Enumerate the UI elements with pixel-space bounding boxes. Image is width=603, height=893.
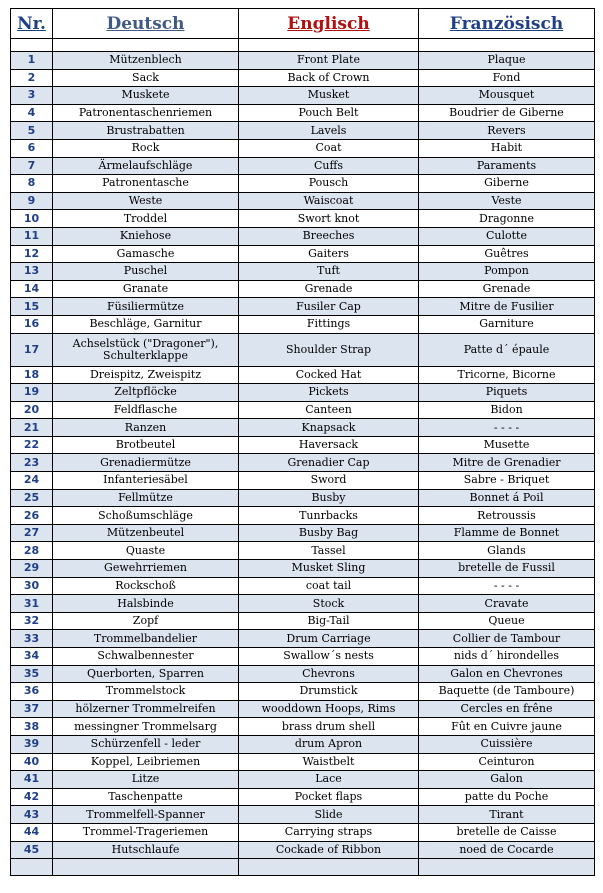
cell-nr: 21	[11, 419, 53, 437]
cell-nr: 24	[11, 472, 53, 490]
cell-deutsch: Brustrabatten	[53, 122, 239, 140]
cell-franzoesisch: Habit	[419, 139, 595, 157]
cell-franzoesisch: Galon en Chevrones	[419, 665, 595, 683]
cell-deutsch: Weste	[53, 192, 239, 210]
cell-deutsch: Rock	[53, 139, 239, 157]
table-row	[11, 87, 595, 105]
table-row	[11, 315, 595, 333]
table-row	[11, 419, 595, 437]
table-row	[11, 472, 595, 490]
table-row	[11, 595, 595, 613]
table-row	[11, 700, 595, 718]
cell-deutsch: Fellmütze	[53, 489, 239, 507]
cell-nr: 41	[11, 771, 53, 789]
table-row	[11, 648, 595, 666]
cell-deutsch: Puschel	[53, 263, 239, 281]
cell-englisch: Waistbelt	[239, 753, 419, 771]
cell-nr: 22	[11, 436, 53, 454]
cell-nr: 39	[11, 735, 53, 753]
table-row	[11, 104, 595, 122]
cell-franzoesisch: Boudrier de Giberne	[419, 104, 595, 122]
cell-nr: 9	[11, 192, 53, 210]
table-row	[11, 542, 595, 560]
cell-nr: 20	[11, 401, 53, 419]
table-row	[11, 333, 595, 366]
cell-englisch: Pousch	[239, 175, 419, 193]
cell-deutsch: Patronentasche	[53, 175, 239, 193]
table-row	[11, 718, 595, 736]
table-row	[11, 192, 595, 210]
cell-franzoesisch: Collier de Tambour	[419, 630, 595, 648]
cell-franzoesisch: bretelle de Caisse	[419, 823, 595, 841]
cell-englisch: Gaiters	[239, 245, 419, 263]
empty-cell	[419, 859, 595, 876]
cell-franzoesisch: Cercles en frêne	[419, 700, 595, 718]
cell-franzoesisch: Mitre de Grenadier	[419, 454, 595, 472]
cell-englisch: Cockade of Ribbon	[239, 841, 419, 859]
cell-englisch: Musket	[239, 87, 419, 105]
cell-nr: 6	[11, 139, 53, 157]
cell-franzoesisch: Bidon	[419, 401, 595, 419]
table-row	[11, 52, 595, 70]
cell-franzoesisch: Giberne	[419, 175, 595, 193]
cell-deutsch: Mützenblech	[53, 52, 239, 70]
cell-englisch: Grenadier Cap	[239, 454, 419, 472]
cell-franzoesisch: Revers	[419, 122, 595, 140]
table-row	[11, 366, 595, 384]
cell-franzoesisch: Mitre de Fusilier	[419, 298, 595, 316]
cell-franzoesisch: nids d´ hirondelles	[419, 648, 595, 666]
cell-nr: 23	[11, 454, 53, 472]
table-row	[11, 454, 595, 472]
cell-nr: 33	[11, 630, 53, 648]
table-row	[11, 210, 595, 228]
table-row	[11, 683, 595, 701]
cell-franzoesisch: Tirant	[419, 806, 595, 824]
cell-nr: 25	[11, 489, 53, 507]
cell-englisch: Pocket flaps	[239, 788, 419, 806]
cell-franzoesisch: Fût en Cuivre jaune	[419, 718, 595, 736]
header-row	[11, 9, 595, 39]
table-row	[11, 524, 595, 542]
cell-englisch: Swallow´s nests	[239, 648, 419, 666]
cell-nr: 32	[11, 612, 53, 630]
cell-deutsch: Zeltpflöcke	[53, 384, 239, 402]
cell-nr: 29	[11, 560, 53, 578]
cell-deutsch: messingner Trommelsarg	[53, 718, 239, 736]
cell-franzoesisch: Glands	[419, 542, 595, 560]
cell-deutsch: Brotbeutel	[53, 436, 239, 454]
cell-nr: 14	[11, 280, 53, 298]
cell-nr: 27	[11, 524, 53, 542]
cell-englisch: Cocked Hat	[239, 366, 419, 384]
cell-deutsch: Gewehrriemen	[53, 560, 239, 578]
empty-cell	[53, 859, 239, 876]
cell-nr: 15	[11, 298, 53, 316]
cell-deutsch: Rockschoß	[53, 577, 239, 595]
cell-nr: 10	[11, 210, 53, 228]
cell-deutsch: Querborten, Sparren	[53, 665, 239, 683]
cell-englisch: Carrying straps	[239, 823, 419, 841]
table-row	[11, 227, 595, 245]
cell-franzoesisch: Garniture	[419, 315, 595, 333]
cell-franzoesisch: Musette	[419, 436, 595, 454]
table-row	[11, 788, 595, 806]
footer-spacer-row	[11, 859, 595, 876]
table-body	[11, 39, 595, 876]
cell-englisch: coat tail	[239, 577, 419, 595]
cell-deutsch: Feldflasche	[53, 401, 239, 419]
table-row	[11, 122, 595, 140]
cell-franzoesisch: Queue	[419, 612, 595, 630]
cell-englisch: Chevrons	[239, 665, 419, 683]
cell-deutsch: hölzerner Trommelreifen	[53, 700, 239, 718]
cell-englisch: Breeches	[239, 227, 419, 245]
table-row	[11, 489, 595, 507]
cell-englisch: Tuft	[239, 263, 419, 281]
cell-franzoesisch: Baquette (de Tamboure)	[419, 683, 595, 701]
cell-franzoesisch: Paraments	[419, 157, 595, 175]
cell-franzoesisch: Pompon	[419, 263, 595, 281]
cell-franzoesisch: Guêtres	[419, 245, 595, 263]
cell-deutsch: Gamasche	[53, 245, 239, 263]
cell-englisch: Swort knot	[239, 210, 419, 228]
cell-nr: 4	[11, 104, 53, 122]
cell-nr: 37	[11, 700, 53, 718]
cell-deutsch: Zopf	[53, 612, 239, 630]
cell-nr: 16	[11, 315, 53, 333]
cell-nr: 31	[11, 595, 53, 613]
cell-englisch: Sword	[239, 472, 419, 490]
cell-franzoesisch: Grenade	[419, 280, 595, 298]
cell-englisch: Tassel	[239, 542, 419, 560]
header-englisch: Englisch	[239, 9, 419, 39]
cell-franzoesisch: - - - -	[419, 419, 595, 437]
cell-deutsch: Ranzen	[53, 419, 239, 437]
cell-franzoesisch: Retroussis	[419, 507, 595, 525]
table-row	[11, 298, 595, 316]
cell-franzoesisch: Plaque	[419, 52, 595, 70]
cell-franzoesisch: Mousquet	[419, 87, 595, 105]
cell-englisch: Fittings	[239, 315, 419, 333]
table-row	[11, 841, 595, 859]
cell-deutsch: Litze	[53, 771, 239, 789]
cell-nr: 17	[11, 333, 53, 366]
cell-deutsch: Halsbinde	[53, 595, 239, 613]
cell-englisch: Lace	[239, 771, 419, 789]
table-row	[11, 175, 595, 193]
cell-deutsch: Taschenpatte	[53, 788, 239, 806]
cell-nr: 1	[11, 52, 53, 70]
table-row	[11, 823, 595, 841]
table-row	[11, 612, 595, 630]
cell-englisch: Back of Crown	[239, 69, 419, 87]
cell-nr: 12	[11, 245, 53, 263]
cell-franzoesisch: - - - -	[419, 577, 595, 595]
table-row	[11, 280, 595, 298]
cell-nr: 36	[11, 683, 53, 701]
cell-franzoesisch: Galon	[419, 771, 595, 789]
cell-franzoesisch: bretelle de Fussil	[419, 560, 595, 578]
cell-deutsch: Schürzenfell - leder	[53, 735, 239, 753]
cell-nr: 13	[11, 263, 53, 281]
table-row	[11, 630, 595, 648]
cell-deutsch: Mützenbeutel	[53, 524, 239, 542]
header-franzoesisch: Französisch	[419, 9, 595, 39]
cell-deutsch: Dreispitz, Zweispitz	[53, 366, 239, 384]
table-row	[11, 806, 595, 824]
cell-nr: 3	[11, 87, 53, 105]
cell-franzoesisch: Cuissière	[419, 735, 595, 753]
cell-nr: 26	[11, 507, 53, 525]
cell-englisch: Slide	[239, 806, 419, 824]
cell-nr: 8	[11, 175, 53, 193]
table-row	[11, 139, 595, 157]
header-deutsch: Deutsch	[53, 9, 239, 39]
cell-englisch: Musket Sling	[239, 560, 419, 578]
cell-nr: 11	[11, 227, 53, 245]
cell-deutsch: Achselstück ("Dragoner"), Schulterklappe	[53, 333, 239, 366]
cell-franzoesisch: Veste	[419, 192, 595, 210]
cell-franzoesisch: Patte d´ épaule	[419, 333, 595, 366]
cell-deutsch: Kniehose	[53, 227, 239, 245]
cell-franzoesisch: Dragonne	[419, 210, 595, 228]
cell-franzoesisch: Fond	[419, 69, 595, 87]
cell-englisch: brass drum shell	[239, 718, 419, 736]
cell-franzoesisch: Bonnet á Poil	[419, 489, 595, 507]
cell-deutsch: Schoßumschläge	[53, 507, 239, 525]
cell-englisch: Big-Tail	[239, 612, 419, 630]
cell-nr: 30	[11, 577, 53, 595]
cell-englisch: Canteen	[239, 401, 419, 419]
cell-nr: 40	[11, 753, 53, 771]
cell-deutsch: Trommelstock	[53, 683, 239, 701]
cell-englisch: wooddown Hoops, Rims	[239, 700, 419, 718]
cell-nr: 34	[11, 648, 53, 666]
cell-franzoesisch: Flamme de Bonnet	[419, 524, 595, 542]
cell-deutsch: Beschläge, Garnitur	[53, 315, 239, 333]
cell-deutsch: Ärmelaufschläge	[53, 157, 239, 175]
header-nr: Nr.	[11, 9, 53, 39]
cell-nr: 45	[11, 841, 53, 859]
cell-deutsch: Koppel, Leibriemen	[53, 753, 239, 771]
cell-nr: 44	[11, 823, 53, 841]
cell-franzoesisch: Tricorne, Bicorne	[419, 366, 595, 384]
cell-englisch: Front Plate	[239, 52, 419, 70]
cell-deutsch: Trommel-Trageriemen	[53, 823, 239, 841]
cell-nr: 19	[11, 384, 53, 402]
table-row	[11, 665, 595, 683]
table-row	[11, 436, 595, 454]
cell-englisch: Busby Bag	[239, 524, 419, 542]
cell-englisch: Grenade	[239, 280, 419, 298]
cell-englisch: Stock	[239, 595, 419, 613]
cell-franzoesisch: Ceinturon	[419, 753, 595, 771]
cell-franzoesisch: noed de Cocarde	[419, 841, 595, 859]
cell-englisch: Drum Carriage	[239, 630, 419, 648]
cell-franzoesisch: Cravate	[419, 595, 595, 613]
cell-nr: 42	[11, 788, 53, 806]
table-row	[11, 69, 595, 87]
cell-englisch: Lavels	[239, 122, 419, 140]
cell-englisch: Pouch Belt	[239, 104, 419, 122]
cell-englisch: Busby	[239, 489, 419, 507]
cell-englisch: Coat	[239, 139, 419, 157]
cell-englisch: Drumstick	[239, 683, 419, 701]
cell-deutsch: Troddel	[53, 210, 239, 228]
table-row	[11, 507, 595, 525]
empty-cell	[11, 859, 53, 876]
cell-englisch: Pickets	[239, 384, 419, 402]
cell-englisch: Knapsack	[239, 419, 419, 437]
table-row	[11, 735, 595, 753]
cell-nr: 35	[11, 665, 53, 683]
empty-cell	[239, 859, 419, 876]
cell-franzoesisch: Piquets	[419, 384, 595, 402]
cell-nr: 5	[11, 122, 53, 140]
table-row	[11, 245, 595, 263]
table-row	[11, 577, 595, 595]
cell-deutsch: Muskete	[53, 87, 239, 105]
cell-deutsch: Füsiliermütze	[53, 298, 239, 316]
cell-englisch: Tunrbacks	[239, 507, 419, 525]
table-row	[11, 263, 595, 281]
cell-nr: 7	[11, 157, 53, 175]
table-row	[11, 401, 595, 419]
cell-deutsch: Trommelfell-Spanner	[53, 806, 239, 824]
table-row	[11, 753, 595, 771]
cell-englisch: Cuffs	[239, 157, 419, 175]
table-row	[11, 384, 595, 402]
cell-deutsch: Patronentaschenriemen	[53, 104, 239, 122]
uniform-glossary-table	[10, 8, 595, 876]
cell-nr: 18	[11, 366, 53, 384]
cell-franzoesisch: Sabre - Briquet	[419, 472, 595, 490]
cell-deutsch: Infanteriesäbel	[53, 472, 239, 490]
cell-deutsch: Hutschlaufe	[53, 841, 239, 859]
cell-franzoesisch: Culotte	[419, 227, 595, 245]
table-row	[11, 560, 595, 578]
cell-franzoesisch: patte du Poche	[419, 788, 595, 806]
cell-deutsch: Schwalbennester	[53, 648, 239, 666]
cell-englisch: drum Apron	[239, 735, 419, 753]
cell-nr: 28	[11, 542, 53, 560]
cell-deutsch: Grenadiermütze	[53, 454, 239, 472]
cell-deutsch: Trommelbandelier	[53, 630, 239, 648]
table-row	[11, 157, 595, 175]
cell-englisch: Fusiler Cap	[239, 298, 419, 316]
cell-englisch: Waiscoat	[239, 192, 419, 210]
table-row	[11, 771, 595, 789]
cell-nr: 38	[11, 718, 53, 736]
cell-englisch: Shoulder Strap	[239, 333, 419, 366]
spacer-row	[11, 39, 595, 52]
cell-deutsch: Sack	[53, 69, 239, 87]
cell-deutsch: Granate	[53, 280, 239, 298]
cell-nr: 43	[11, 806, 53, 824]
cell-deutsch: Quaste	[53, 542, 239, 560]
cell-englisch: Haversack	[239, 436, 419, 454]
cell-nr: 2	[11, 69, 53, 87]
